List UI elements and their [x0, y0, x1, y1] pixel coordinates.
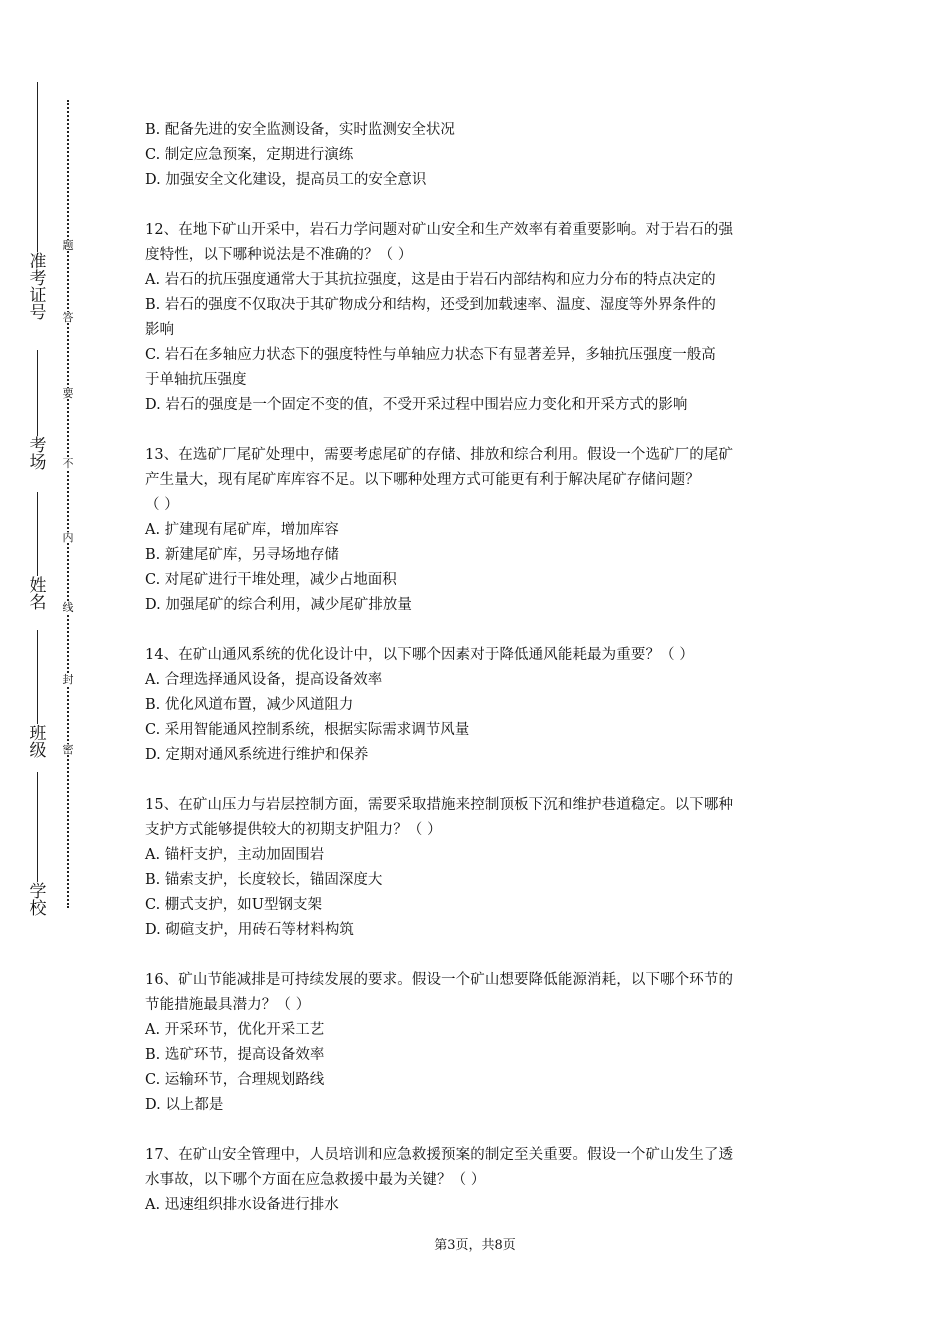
option-d: D. 以上都是 — [145, 1097, 224, 1113]
option-c: C. 棚式支护，如U型钢支架 — [145, 897, 323, 913]
question-13 — [145, 443, 810, 618]
seal-char: 题 — [60, 240, 76, 251]
option-a: A. 岩石的抗压强度通常大于其抗拉强度，这是由于岩石内部结构和应力分布的特点决定的 — [145, 272, 716, 288]
question-stem-line: 支护方式能够提供较大的初期支护阻力？（ ） — [145, 822, 442, 838]
seal-char: 内 — [60, 532, 76, 543]
option-d: D. 定期对通风系统进行维护和保养 — [145, 747, 369, 763]
option-d: D. 加强尾矿的综合利用，减少尾矿排放量 — [145, 597, 412, 613]
candidate-info-lines — [28, 82, 48, 932]
question-16 — [145, 968, 810, 1118]
question-stem-line: 12、在地下矿山开采中，岩石力学问题对矿山安全和生产效率有着重要影响。对于岩石的强 — [145, 222, 734, 238]
question-stem-line: 水事故，以下哪个方面在应急救援中最为关键？（ ） — [145, 1172, 486, 1188]
field-exam-number: 准 考 证 号 — [29, 252, 47, 323]
option-b-cont: 影响 — [145, 322, 174, 338]
option-c: C. 岩石在多轴应力状态下的强度特性与单轴应力状态下有显著差异，多轴抗压强度一般高 — [145, 347, 716, 363]
question-stem-line: 15、在矿山压力与岩层控制方面，需要采取措施来控制顶板下沉和维护巷道稳定。以下哪种 — [145, 797, 734, 813]
seal-char: 要 — [60, 388, 76, 399]
seal-char: 密 — [60, 744, 76, 755]
option-line: C. 制定应急预案，定期进行演练 — [145, 147, 354, 163]
option-c: C. 运输环节，合理规划路线 — [145, 1072, 325, 1088]
option-a: A. 迅速组织排水设备进行排水 — [145, 1197, 339, 1213]
question-stem-line: 产生量大，现有尾矿库库容不足。以下哪种处理方式可能更有利于解决尾矿存储问题？ — [145, 472, 700, 488]
question-stem-line: 13、在选矿厂尾矿处理中，需要考虑尾矿的存储、排放和综合利用。假设一个选矿厂的尾矿 — [145, 447, 734, 463]
field-school: 学 校 — [29, 882, 47, 919]
option-a: A. 开采环节，优化开采工艺 — [145, 1022, 325, 1038]
seal-line — [60, 100, 76, 908]
question-stem-line: 17、在矿山安全管理中，人员培训和应急救援预案的制定至关重要。假设一个矿山发生了透 — [145, 1147, 734, 1163]
question-15 — [145, 793, 810, 943]
option-b: B. 锚索支护，长度较长，锚固深度大 — [145, 872, 383, 888]
seal-char: 答 — [60, 312, 76, 323]
option-b: B. 优化风道布置，减少风道阻力 — [145, 697, 354, 713]
field-exam-room: 考 场 — [29, 436, 47, 473]
option-line: B. 配备先进的安全监测设备，实时监测安全状况 — [145, 122, 455, 138]
option-c: C. 采用智能通风控制系统，根据实际需求调节风量 — [145, 722, 470, 738]
seal-char: 不 — [60, 458, 76, 469]
option-d: D. 砌碹支护，用砖石等材料构筑 — [145, 922, 354, 938]
exam-content — [145, 118, 810, 1218]
fill-rule — [37, 772, 38, 882]
continued-options — [145, 118, 810, 193]
option-a: A. 合理选择通风设备，提高设备效率 — [145, 672, 383, 688]
page-footer: 第3页，共8页 — [434, 1238, 516, 1253]
seal-char: 封 — [60, 674, 76, 685]
question-17 — [145, 1143, 810, 1218]
option-a: A. 锚杆支护，主动加固围岩 — [145, 847, 325, 863]
option-d: D. 岩石的强度是一个固定不变的值，不受开采过程中围岩应力变化和开采方式的影响 — [145, 397, 688, 413]
option-line: D. 加强安全文化建设，提高员工的安全意识 — [145, 172, 427, 188]
question-stem-line: 16、矿山节能减排是可持续发展的要求。假设一个矿山想要降低能源消耗，以下哪个环节的 — [145, 972, 734, 988]
question-14 — [145, 643, 810, 768]
field-class: 班 级 — [29, 724, 47, 761]
question-stem-line: 度特性，以下哪种说法是不准确的？（ ） — [145, 247, 413, 263]
field-name: 姓 名 — [29, 576, 47, 613]
option-b: B. 新建尾矿库，另寻场地存储 — [145, 547, 339, 563]
question-stem-line: 14、在矿山通风系统的优化设计中，以下哪个因素对于降低通风能耗最为重要？（ ） — [145, 647, 694, 663]
fill-rule — [37, 82, 38, 252]
question-stem-line: 节能措施最具潜力？（ ） — [145, 997, 311, 1013]
option-c: C. 对尾矿进行干堆处理，减少占地面积 — [145, 572, 397, 588]
dotted-seal-line — [67, 100, 69, 908]
fill-rule — [37, 630, 38, 724]
option-c-cont: 于单轴抗压强度 — [145, 372, 247, 388]
binding-strip — [0, 0, 90, 1344]
seal-char: 线 — [60, 602, 76, 613]
question-12 — [145, 218, 810, 418]
option-b: B. 岩石的强度不仅取决于其矿物成分和结构，还受到加载速率、温度、湿度等外界条件的 — [145, 297, 716, 313]
fill-rule — [37, 350, 38, 436]
question-stem-line: （ ） — [145, 497, 179, 513]
fill-rule — [37, 492, 38, 576]
option-b: B. 选矿环节，提高设备效率 — [145, 1047, 325, 1063]
option-a: A. 扩建现有尾矿库，增加库容 — [145, 522, 339, 538]
